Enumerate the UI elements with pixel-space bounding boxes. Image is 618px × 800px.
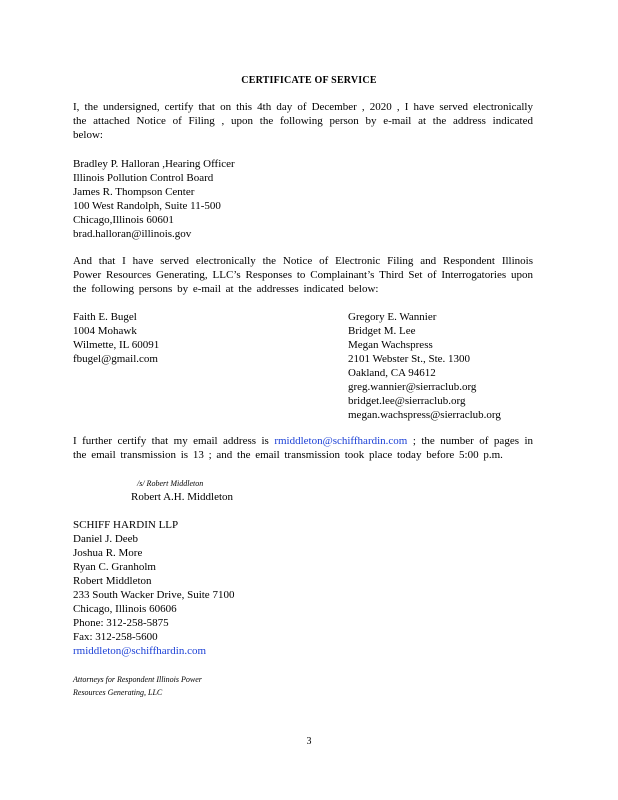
- address-line: Wilmette, IL 60091: [73, 339, 160, 351]
- address-line: Bradley P. Halloran ,Hearing Officer: [73, 158, 235, 170]
- fax-line: Fax: 312-258-5600: [73, 631, 158, 643]
- address-line: Oakland, CA 94612: [348, 367, 436, 379]
- recipient-right: [348, 310, 501, 422]
- recipient-email: fbugel@gmail.com: [73, 353, 158, 365]
- intro-paragraph: I, the undersigned, certify that on this 4th day of December , 2020 , I have served electronically the attached Notice of Filing , upon the following person by e-mail at the address indicated below:: [73, 101, 533, 141]
- recipient-email: brad.halloran@illinois.gov: [73, 228, 192, 240]
- recipient-left: [73, 310, 159, 366]
- recipient-email: megan.wachspress@sierraclub.org: [348, 409, 501, 421]
- second-paragraph: And that I have served electronically the Notice of Electronic Filing and Respondent Illinois Power Resources Generating, LLC’s Responses to Complainant’s Third Set of Interrogatories upon the following persons by e-mail at the addresses indicated below:: [73, 255, 533, 295]
- note-line: Resources Generating, LLC: [73, 688, 163, 697]
- certify-text: I further certify that my email address is: [73, 435, 269, 447]
- attorney-name: Robert Middleton: [73, 575, 152, 587]
- certify-text: ; the number of pages in the email transmission is 13 ; and the email transmission took place today before 5:00 p.m.: [73, 435, 533, 461]
- address-line: Gregory E. Wannier: [348, 311, 437, 323]
- firm-email-link[interactable]: rmiddleton@schiffhardin.com: [73, 645, 207, 657]
- address-line: Faith E. Bugel: [73, 311, 137, 323]
- certify-paragraph: [73, 434, 533, 462]
- recipient-hearing-officer: [73, 157, 235, 241]
- address-line: 100 West Randolph, Suite 11-500: [73, 200, 221, 212]
- attorneys-for-note: [73, 673, 202, 699]
- address-line: Bridget M. Lee: [348, 325, 416, 337]
- address-line: Chicago,Illinois 60601: [73, 214, 174, 226]
- signature-name: Robert A.H. Middleton: [131, 491, 234, 503]
- recipient-email: bridget.lee@sierraclub.org: [348, 395, 466, 407]
- attorney-name: Daniel J. Deeb: [73, 533, 139, 545]
- address-line: 1004 Mohawk: [73, 325, 137, 337]
- firm-name: SCHIFF HARDIN LLP: [73, 519, 179, 531]
- address-line: Illinois Pollution Control Board: [73, 172, 214, 184]
- attorney-name: Ryan C. Granholm: [73, 561, 156, 573]
- address-line: 233 South Wacker Drive, Suite 7100: [73, 589, 235, 601]
- phone-line: Phone: 312-258-5875: [73, 617, 169, 629]
- note-line: Attorneys for Respondent Illinois Power: [73, 675, 202, 684]
- recipient-email: greg.wannier@sierraclub.org: [348, 381, 477, 393]
- address-line: 2101 Webster St., Ste. 1300: [348, 353, 471, 365]
- certifier-email-link[interactable]: rmiddleton@schiffhardin.com: [274, 435, 408, 447]
- address-line: Megan Wachspress: [348, 339, 433, 351]
- address-line: James R. Thompson Center: [73, 186, 195, 198]
- page-number: 3: [306, 736, 312, 747]
- address-line: Chicago, Illinois 60606: [73, 603, 177, 615]
- firm-block: [73, 518, 234, 658]
- document-title: CERTIFICATE OF SERVICE: [241, 75, 377, 86]
- signature-mark: /s/ Robert Middleton: [137, 479, 204, 488]
- attorney-name: Joshua R. More: [73, 547, 143, 559]
